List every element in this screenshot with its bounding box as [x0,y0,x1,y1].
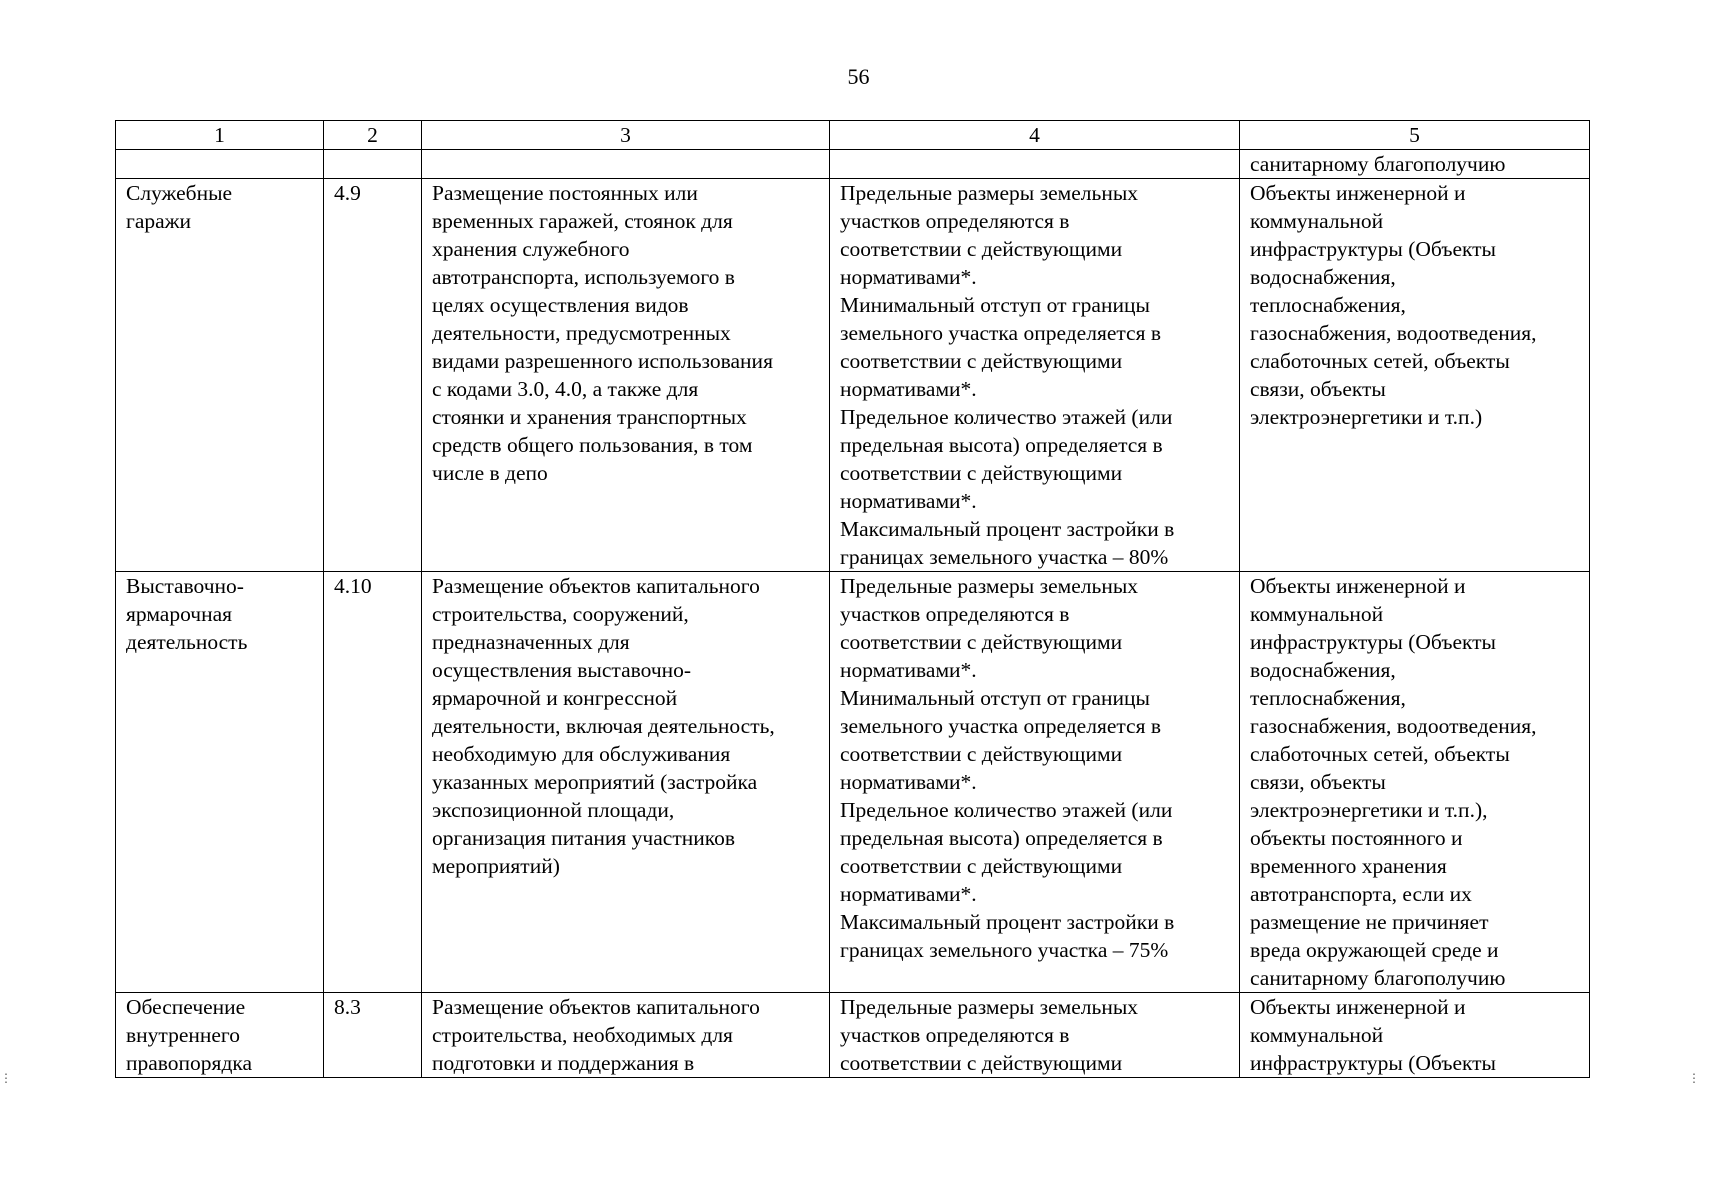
cell-parameters [830,150,1240,179]
cell-name: Выставочно- ярмарочная деятельность [116,572,324,993]
cell-name [116,150,324,179]
cell-auxiliary: санитарному благополучию [1240,150,1590,179]
cell-description: Размещение объектов капитального строительства, необходимых для подготовки и поддержания в [422,993,830,1078]
column-number-1: 1 [116,121,324,150]
scan-edge-mark-right: ⋮ [1688,1071,1700,1085]
cell-description: Размещение объектов капитального строительства, сооружений, предназначенных для осуществления выставочно- ярмарочной и конгрессной деятельности, включая деятельность, необходимую для обслуживания указанных мероприятий (застройка экспозиционной площади, организация питания участников мероприятий) [422,572,830,993]
cell-auxiliary: Объекты инженерной и коммунальной инфраструктуры (Объекты [1240,993,1590,1078]
table-row-continuation [116,150,1590,179]
cell-description: Размещение постоянных или временных гаражей, стоянок для хранения служебного автотранспорта, используемого в целях осуществления видов деятельности, предусмотренных видами разрешенного использования с кодами 3.0, 4.0, а также для стоянки и хранения транспортных средств общего пользования, в том числе в депо [422,179,830,572]
cell-code: 4.10 [324,572,422,993]
table-row-exhibition-activity [116,572,1590,993]
column-number-5: 5 [1240,121,1590,150]
cell-code: 4.9 [324,179,422,572]
cell-auxiliary: Объекты инженерной и коммунальной инфраструктуры (Объекты водоснабжения, теплоснабжения, газоснабжения, водоотведения, слаботочных сетей, объекты связи, объекты электроэнергетики и т.п.) [1240,179,1590,572]
cell-auxiliary: Объекты инженерной и коммунальной инфраструктуры (Объекты водоснабжения, теплоснабжения, газоснабжения, водоотведения, слаботочных сетей, объекты связи, объекты электроэнергетики и т.п.), объекты постоянного и временного хранения автотранспорта, если их размещение не причиняет вреда окружающей среде и санитарному благополучию [1240,572,1590,993]
cell-name: Обеспечение внутреннего правопорядка [116,993,324,1078]
cell-parameters: Предельные размеры земельных участков определяются в соответствии с действующими нормативами*. Минимальный отступ от границы земельного участка определяется в соответствии с действующими нормативами*. Предельное количество этажей (или предельная высота) определяется в соответствии с действующими нормативами*. Максимальный процент застройки в границах земельного участка – 80% [830,179,1240,572]
scan-edge-mark-left: ⋮ [0,1071,12,1085]
cell-parameters: Предельные размеры земельных участков определяются в соответствии с действующими нормативами*. Минимальный отступ от границы земельного участка определяется в соответствии с действующими нормативами*. Предельное количество этажей (или предельная высота) определяется в соответствии с действующими нормативами*. Максимальный процент застройки в границах земельного участка – 75% [830,572,1240,993]
land-use-table [115,120,1590,1078]
cell-description [422,150,830,179]
column-number-4: 4 [830,121,1240,150]
table-header-row [116,121,1590,150]
page-number: 56 [847,64,870,89]
column-number-3: 3 [422,121,830,150]
cell-parameters: Предельные размеры земельных участков определяются в соответствии с действующими [830,993,1240,1078]
cell-code [324,150,422,179]
cell-name: Служебные гаражи [116,179,324,572]
cell-code: 8.3 [324,993,422,1078]
table-row-internal-order [116,993,1590,1078]
table-row-service-garages [116,179,1590,572]
column-number-2: 2 [324,121,422,150]
